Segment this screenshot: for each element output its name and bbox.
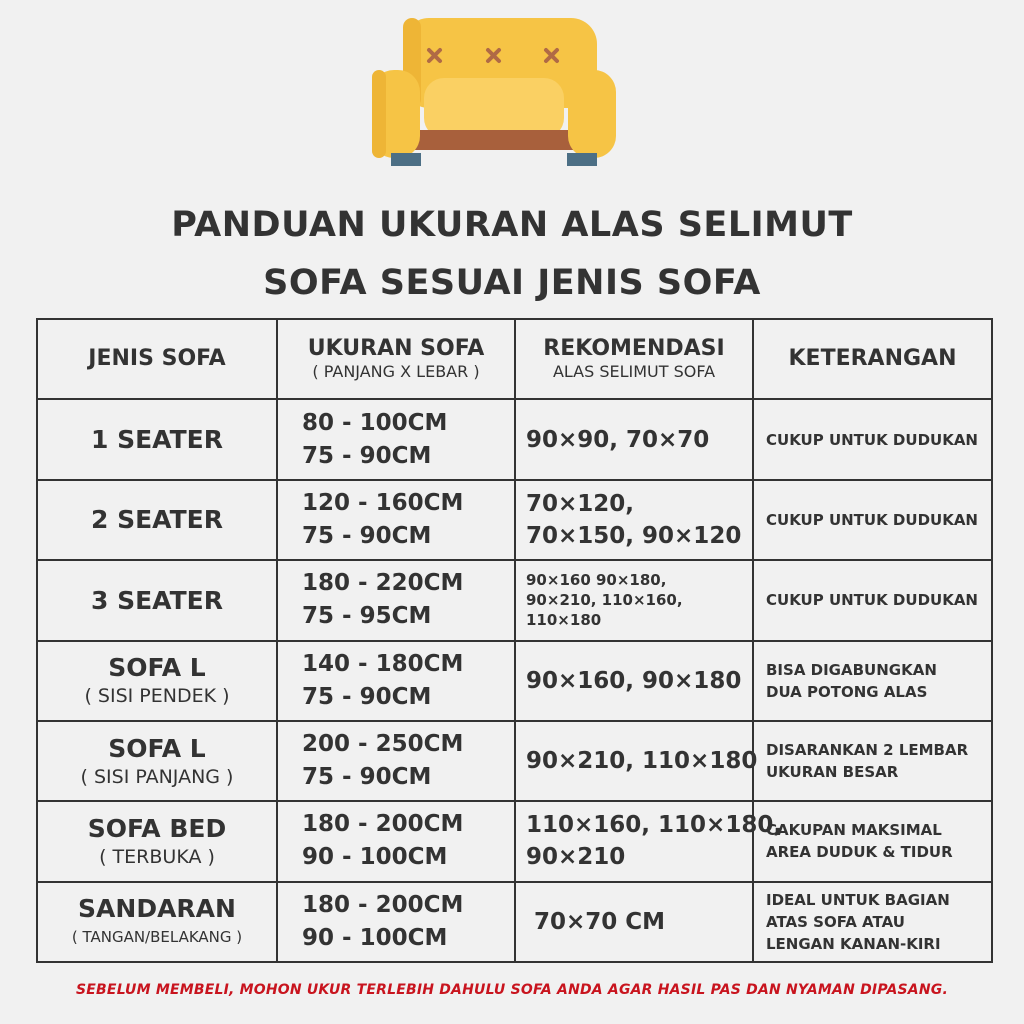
sofa-size-cell: [277, 801, 515, 881]
sofa-type: 3 SEATER: [91, 585, 223, 615]
note-cell: [753, 641, 992, 721]
recommendation-cell: [515, 480, 753, 560]
recommendation-cell: [515, 801, 783, 881]
sofa-length: 180 - 220CM: [302, 570, 464, 597]
header-type: JENIS SOFA: [37, 319, 277, 399]
sofa-width: 90 - 100CM: [302, 844, 448, 871]
sofa-icon: [372, 18, 616, 166]
sofa-type: 2 SEATER: [91, 505, 223, 535]
sofa-width: 75 - 90CM: [302, 442, 432, 469]
sofa-type-cell: [37, 641, 277, 721]
sofa-size-cell: [277, 721, 515, 801]
sofa-type-detail: ( SISI PANJANG ): [80, 765, 234, 788]
table-row: [37, 560, 992, 640]
sofa-length: 180 - 200CM: [302, 811, 464, 838]
recommendation-cell: [515, 721, 758, 801]
table-row: [37, 721, 992, 801]
recommendation-cell: [515, 560, 753, 640]
note-cell: [753, 801, 992, 881]
sofa-size-cell: [277, 560, 515, 640]
header-note: KETERANGAN: [753, 319, 992, 399]
recommendation-line: 110×160, 110×180,: [526, 812, 783, 839]
note-cell: [753, 560, 992, 640]
recommendation-line: 70×70 CM: [534, 908, 666, 935]
title-line-2: SOFA SESUAI JENIS SOFA: [263, 263, 761, 303]
note-line: LENGAN KANAN-KIRI: [766, 934, 941, 953]
sofa-type: SANDARAN: [78, 894, 236, 924]
sofa-type: 1 SEATER: [91, 425, 223, 455]
table-row: [37, 641, 992, 721]
title-line-1: PANDUAN UKURAN ALAS SELIMUT: [171, 205, 853, 245]
sofa-size-cell: [277, 641, 515, 721]
header-rec-main: REKOMENDASI: [543, 336, 725, 362]
header-recommendation: [515, 319, 753, 399]
note-line: BISA DIGABUNGKAN: [766, 660, 937, 679]
note-cell: [753, 721, 992, 801]
note-cell: [753, 399, 992, 479]
recommendation-line: 110×180: [526, 611, 602, 630]
sofa-width: 75 - 95CM: [302, 603, 432, 630]
recommendation-line: 70×120,: [526, 490, 635, 517]
recommendation-line: 90×160, 90×180: [526, 667, 742, 694]
sofa-type-cell: [37, 882, 277, 962]
note-cell: [753, 480, 992, 560]
recommendation-line: 70×150, 90×120: [526, 522, 742, 549]
note-line: DISARANKAN 2 LEMBAR: [766, 741, 969, 760]
sofa-width: 90 - 100CM: [302, 924, 448, 951]
size-guide-table: [36, 318, 993, 963]
sofa-type: SOFA L: [108, 733, 206, 763]
note-line: ATAS SOFA ATAU: [766, 912, 905, 931]
page-title: [0, 196, 1024, 312]
sofa-type-cell: [37, 560, 277, 640]
recommendation-cell: [515, 399, 753, 479]
sofa-length: 120 - 160CM: [302, 489, 464, 516]
sofa-width: 75 - 90CM: [302, 522, 432, 549]
sofa-size-cell: [277, 399, 515, 479]
sofa-width: 75 - 90CM: [302, 683, 432, 710]
sofa-type-detail: ( TERBUKA ): [99, 845, 215, 868]
note-line: DUA POTONG ALAS: [766, 682, 928, 701]
recommendation-cell: [515, 641, 753, 721]
recommendation-line: 90×210: [526, 844, 626, 871]
sofa-type-cell: [37, 801, 277, 881]
table-row: [37, 882, 992, 962]
note-line: UKURAN BESAR: [766, 763, 899, 782]
recommendation-cell: [515, 882, 753, 962]
note-line: CUKUP UNTUK DUDUKAN: [766, 430, 978, 449]
recommendation-line: 90×160 90×180,: [526, 571, 667, 590]
note-line: CUKUP UNTUK DUDUKAN: [766, 510, 978, 529]
header-size-main: UKURAN SOFA: [307, 336, 485, 362]
sofa-width: 75 - 90CM: [302, 764, 432, 791]
header-rec-sub: ALAS SELIMUT SOFA: [552, 362, 716, 382]
header-size-sub: ( PANJANG X LEBAR ): [312, 362, 480, 382]
table-row: [37, 399, 992, 479]
table-row: [37, 480, 992, 560]
sofa-type-cell: [37, 721, 277, 801]
sofa-size-cell: [277, 480, 515, 560]
note-line: CAKUPAN MAKSIMAL: [766, 821, 942, 840]
footer-warning: SEBELUM MEMBELI, MOHON UKUR TERLEBIH DAHULU SOFA ANDA AGAR HASIL PAS DAN NYAMAN DIPASANG.: [76, 982, 948, 998]
recommendation-line: 90×90, 70×70: [526, 426, 710, 453]
note-line: CUKUP UNTUK DUDUKAN: [766, 591, 978, 610]
recommendation-line: 90×210, 110×160,: [526, 591, 683, 610]
table-row: [37, 801, 992, 881]
sofa-type-detail: ( TANGAN/BELAKANG ): [71, 928, 243, 947]
sofa-type-cell: [37, 480, 277, 560]
recommendation-line: 90×210, 110×180: [526, 748, 758, 775]
header-size: [277, 319, 515, 399]
sofa-type: SOFA L: [108, 653, 206, 683]
sofa-length: 180 - 200CM: [302, 891, 464, 918]
note-line: AREA DUDUK & TIDUR: [766, 843, 953, 862]
sofa-type: SOFA BED: [87, 813, 227, 843]
sofa-size-cell: [277, 882, 515, 962]
sofa-length: 140 - 180CM: [302, 650, 464, 677]
sofa-type-cell: [37, 399, 277, 479]
note-line: IDEAL UNTUK BAGIAN: [766, 890, 950, 909]
sofa-length: 80 - 100CM: [302, 409, 448, 436]
sofa-length: 200 - 250CM: [302, 731, 464, 758]
note-cell: [753, 882, 992, 962]
sofa-type-detail: ( SISI PENDEK ): [84, 685, 230, 708]
table-header-row: [37, 319, 992, 399]
